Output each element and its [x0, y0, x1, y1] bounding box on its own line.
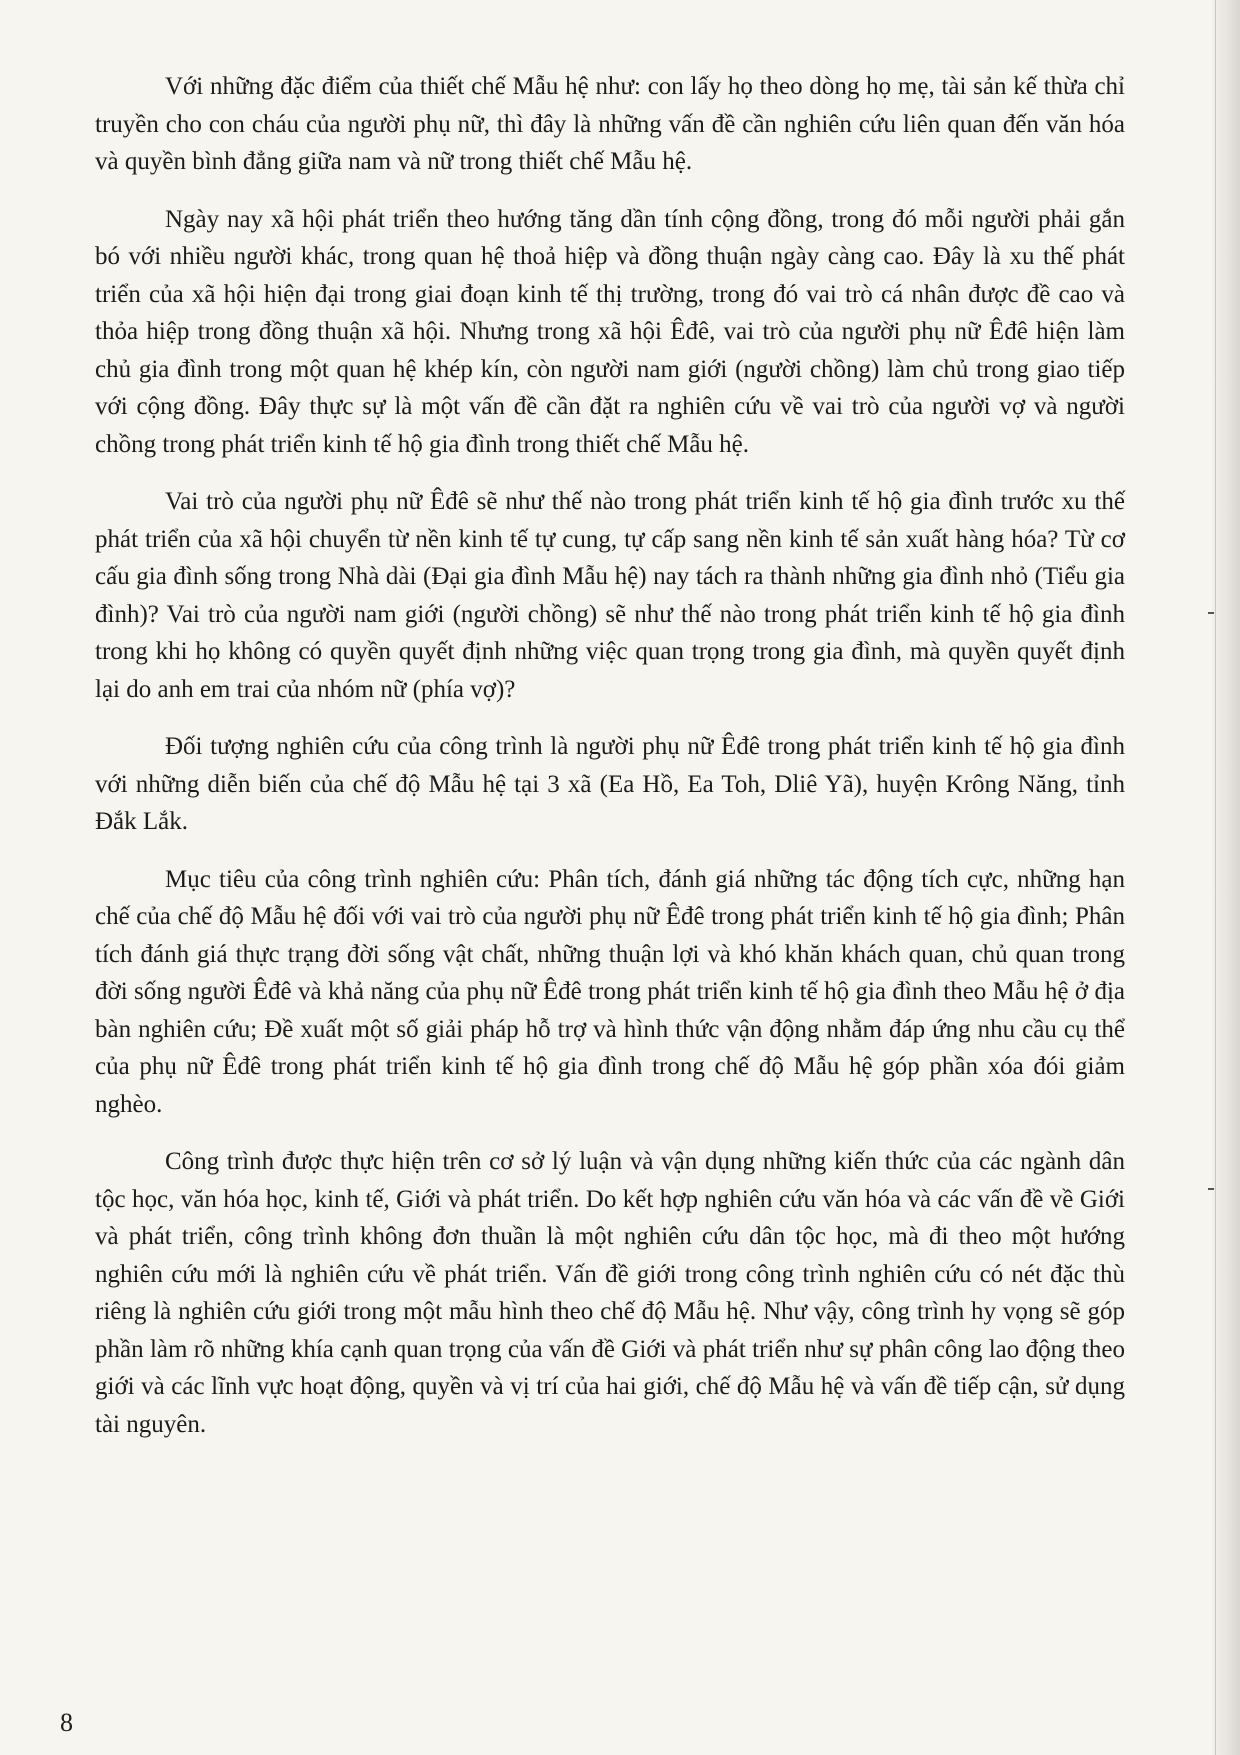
paragraph-1: Với những đặc điểm của thiết chế Mẫu hệ như: con lấy họ theo dòng họ mẹ, tài sản kế thừa chỉ truyền cho con cháu của người phụ nữ, thì đây là những vấn đề cần nghiên cứu liên quan đến văn hóa và quyền bình đẳng giữa nam và nữ trong thiết chế Mẫu hệ. [95, 73, 1125, 175]
page-edge-line [1215, 0, 1216, 1755]
paragraph-4: Đối tượng nghiên cứu của công trình là người phụ nữ Êđê trong phát triển kinh tế hộ gia đình với những diễn biến của chế độ Mẫu hệ tại 3 xã (Ea Hồ, Ea Toh, Dliê Yã), huyện Krông Năng, tỉnh Đắk Lắk. [95, 733, 1125, 835]
body-text [95, 68, 1125, 1463]
edge-mark [1208, 612, 1214, 614]
edge-mark [1208, 1188, 1214, 1190]
page-binding-edge [1212, 0, 1240, 1755]
paragraph-3: Vai trò của người phụ nữ Êđê sẽ như thế nào trong phát triển kinh tế hộ gia đình trước xu thế phát triển của xã hội chuyển từ nền kinh tế tự cung, tự cấp sang nền kinh tế sản xuất hàng hóa? Từ cơ cấu gia đình sống trong Nhà dài (Đại gia đình Mẫu hệ) nay tách ra thành những gia đình nhỏ (Tiểu gia đình)? Vai trò của người nam giới (người chồng) sẽ như thế nào trong phát triển kinh tế hộ gia đình trong khi họ không có quyền quyết định những việc quan trọng trong gia đình, mà quyền quyết định lại do anh em trai của nhóm nữ (phía vợ)? [95, 488, 1125, 703]
paragraph-2: Ngày nay xã hội phát triển theo hướng tăng dần tính cộng đồng, trong đó mỗi người phải gắn bó với nhiều người khác, trong quan hệ thoả hiệp và đồng thuận ngày càng cao. Đây là xu thế phát triển của xã hội hiện đại trong giai đoạn kinh tế thị trường, trong đó vai trò cá nhân được đề cao và thỏa hiệp trong đồng thuận xã hội. Nhưng trong xã hội Êđê, vai trò của người phụ nữ Êđê hiện làm chủ gia đình trong một quan hệ khép kín, còn người nam giới (người chồng) làm chủ trong giao tiếp với cộng đồng. Đây thực sự là một vấn đề cần đặt ra nghiên cứu về vai trò của người vợ và người chồng trong phát triển kinh tế hộ gia đình trong thiết chế Mẫu hệ. [95, 205, 1125, 458]
paragraph-5: Mục tiêu của công trình nghiên cứu: Phân tích, đánh giá những tác động tích cực, những hạn chế của chế độ Mẫu hệ đối với vai trò của người phụ nữ Êđê trong phát triển kinh tế hộ gia đình; Phân tích đánh giá thực trạng đời sống vật chất, những thuận lợi và khó khăn khách quan, chủ quan trong đời sống người Êđê và khả năng của phụ nữ Êđê trong phát triển kinh tế hộ gia đình theo Mẫu hệ ở địa bàn nghiên cứu; Đề xuất một số giải pháp hỗ trợ và hình thức vận động nhằm đáp ứng nhu cầu cụ thể của phụ nữ Êđê trong phát triển kinh tế hộ gia đình trong chế độ Mẫu hệ góp phần xóa đói giảm nghèo. [95, 865, 1125, 1118]
page-number: 8 [60, 1708, 73, 1737]
paragraph-6: Công trình được thực hiện trên cơ sở lý luận và vận dụng những kiến thức của các ngành dân tộc học, văn hóa học, kinh tế, Giới và phát triển. Do kết hợp nghiên cứu văn hóa và các vấn đề về Giới và phát triển, công trình không đơn thuần là một nghiên cứu dân tộc học, mà đi theo một hướng nghiên cứu mới là nghiên cứu về phát triển. Vấn đề giới trong công trình nghiên cứu có nét đặc thù riêng là nghiên cứu giới trong một mẫu hình theo chế độ Mẫu hệ. Như vậy, công trình hy vọng sẽ góp phần làm rõ những khía cạnh quan trọng của vấn đề Giới và phát triển như sự phân công lao động theo giới và các lĩnh vực hoạt động, quyền và vị trí của hai giới, chế độ Mẫu hệ và vấn đề tiếp cận, sử dụng tài nguyên. [95, 1148, 1125, 1438]
